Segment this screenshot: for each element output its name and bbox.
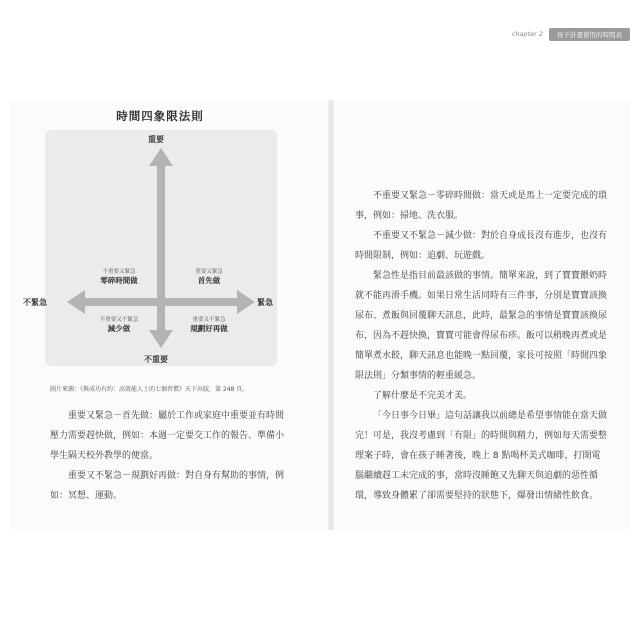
axis-label-not-urgent: 不緊急 xyxy=(23,298,47,307)
axis-label-not-important: 不重要 xyxy=(144,355,168,364)
left-arrowhead xyxy=(67,290,85,314)
quadrant-bottom-right xyxy=(172,316,246,334)
quadrant-diagram xyxy=(23,130,277,366)
right-paragraph-1: 不重要又緊急－零碎時間做：當天或是馬上一定要完成的瑣事，例如：掃地、洗衣服。 xyxy=(355,191,608,221)
left-paragraph-1: 重要又緊急－首先做：屬於工作或家庭中重要並有時間壓力需要趕快做，例如：本週一定要交工作的報告、準備小學生隔天校外教學的便當。 xyxy=(50,411,285,461)
right-paragraph-5: 「今日事今日畢」這句話讓我以前總是希望事情能在當天做完！可是，我沒考慮到「有限」的時間與精力，例如每天需要整理案子時，會在孩子睡著後，晚上 8 點喝杯美式咖啡，打開電腦繼續趕工未完成的事，當時沒睡飽又先聊天與追劇的惡性循環，導致身體累了卻需要堅持的狀態下，爆發出情緒性飲食。 xyxy=(355,411,608,501)
quadrant-top-left xyxy=(82,268,156,286)
right-paragraph-2: 不重要又不緊急－減少做：對於自身成長沒有進步，也沒有時間限制，例如：追劇、玩遊戲。 xyxy=(355,231,608,261)
running-head xyxy=(512,27,630,41)
vertical-axis-shaft xyxy=(157,164,165,332)
quadrant-bottom-right-sub: 重要又不緊急 xyxy=(192,317,226,323)
chapter-title-bar: 孩子計畫使用的時間表 xyxy=(549,28,630,41)
book-gutter xyxy=(328,100,334,530)
figure-caption: 圖片來源：《與成功有約：高效能人士的七個習慣》天下出版，第 248 頁。 xyxy=(50,386,249,393)
quadrant-bottom-right-main: 規劃好再做 xyxy=(190,324,228,333)
quadrant-bottom-left xyxy=(82,316,156,334)
quadrant-top-right-sub: 重要又緊急 xyxy=(195,269,223,275)
quadrant-top-right xyxy=(172,268,246,286)
axis-label-important: 重要 xyxy=(148,135,164,144)
horizontal-axis-shaft xyxy=(83,298,239,306)
axis-label-urgent: 緊急 xyxy=(257,298,273,307)
quadrant-bottom-left-sub: 不重要又不緊急 xyxy=(99,317,139,323)
up-arrowhead xyxy=(149,148,173,166)
chapter-label: chapter 2 xyxy=(511,30,543,38)
right-paragraph-4: 了解什麼是不完美才美。 xyxy=(373,391,473,401)
left-paragraph-2: 重要又不緊急－規劃好再做：對自身有幫助的事情，例如：冥想、運動。 xyxy=(50,471,285,501)
right-arrowhead xyxy=(237,290,255,314)
quadrant-top-left-main: 零碎時間做 xyxy=(100,276,138,285)
quadrant-bottom-left-main: 減少做 xyxy=(107,324,131,333)
right-paragraph-3: 緊急性是指目前最該做的事情。簡單來說，到了寶寶餵奶時就不能再滑手機。如果日常生活同時有三件事，分別是寶寶該換尿布、煮飯與回覆聊天訊息，此時，最緊急的事情是寶寶該換尿布，因為不趕快換，寶寶可能會得尿布疹。飯可以稍晚再煮或是簡單煮水餃，聊天訊息也能晚一點回覆，家長可按照「時間四象限法則」分類事情的輕重緩急。 xyxy=(355,271,608,381)
quadrant-top-right-main: 首先做 xyxy=(197,276,221,285)
quadrant-top-left-sub: 不重要又緊急 xyxy=(102,269,136,275)
figure-title: 時間四象限法則 xyxy=(116,109,204,123)
